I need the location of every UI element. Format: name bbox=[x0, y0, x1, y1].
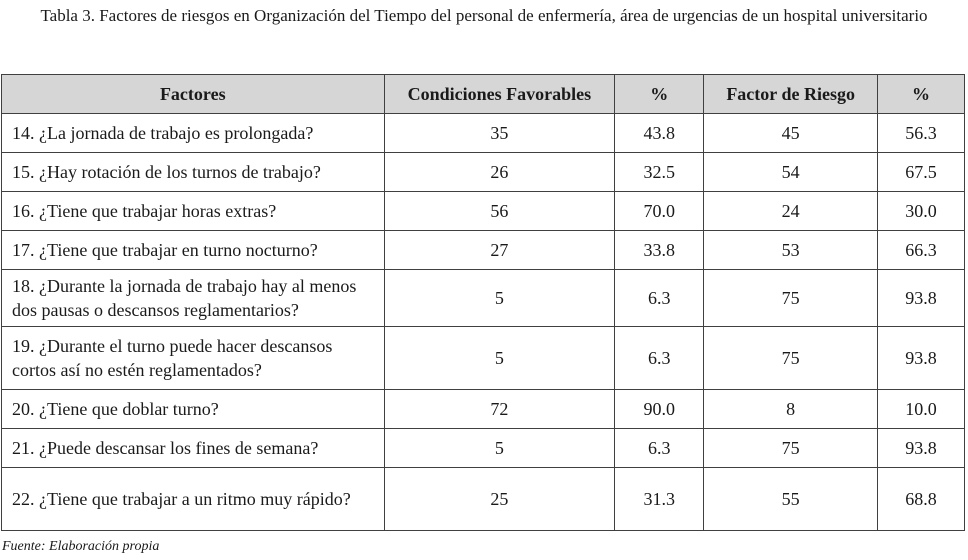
table-row bbox=[2, 153, 965, 192]
favorables-percent-cell: 33.8 bbox=[615, 231, 704, 270]
favorables-percent-cell: 6.3 bbox=[615, 327, 704, 390]
factor-cell: 20. ¿Tiene que doblar turno? bbox=[2, 390, 385, 429]
riesgo-percent-cell: 93.8 bbox=[878, 327, 965, 390]
table-row bbox=[2, 429, 965, 468]
favorables-percent-cell: 43.8 bbox=[615, 114, 704, 153]
header-percent-riesgo: % bbox=[878, 75, 965, 114]
favorables-percent-cell: 90.0 bbox=[615, 390, 704, 429]
table-row bbox=[2, 468, 965, 531]
favorables-cell: 5 bbox=[384, 270, 615, 327]
riesgo-percent-cell: 10.0 bbox=[878, 390, 965, 429]
factor-cell: 16. ¿Tiene que trabajar horas extras? bbox=[2, 192, 385, 231]
factor-cell: 22. ¿Tiene que trabajar a un ritmo muy rápido? bbox=[2, 468, 385, 531]
factor-cell: 19. ¿Durante el turno puede hacer descansos cortos así no estén reglamentados? bbox=[2, 327, 385, 390]
favorables-cell: 27 bbox=[384, 231, 615, 270]
riesgo-cell: 75 bbox=[704, 429, 878, 468]
riesgo-percent-cell: 67.5 bbox=[878, 153, 965, 192]
favorables-percent-cell: 31.3 bbox=[615, 468, 704, 531]
header-factor-de-riesgo: Factor de Riesgo bbox=[704, 75, 878, 114]
riesgo-cell: 8 bbox=[704, 390, 878, 429]
table-row bbox=[2, 192, 965, 231]
favorables-cell: 5 bbox=[384, 327, 615, 390]
factor-cell: 21. ¿Puede descansar los fines de semana? bbox=[2, 429, 385, 468]
riesgo-percent-cell: 68.8 bbox=[878, 468, 965, 531]
riesgo-cell: 53 bbox=[704, 231, 878, 270]
favorables-percent-cell: 6.3 bbox=[615, 429, 704, 468]
riesgo-cell: 24 bbox=[704, 192, 878, 231]
table-row bbox=[2, 231, 965, 270]
riesgo-cell: 45 bbox=[704, 114, 878, 153]
risk-factors-table bbox=[1, 74, 965, 531]
riesgo-cell: 54 bbox=[704, 153, 878, 192]
favorables-cell: 72 bbox=[384, 390, 615, 429]
riesgo-cell: 75 bbox=[704, 270, 878, 327]
table-row bbox=[2, 270, 965, 327]
table-row bbox=[2, 390, 965, 429]
riesgo-percent-cell: 93.8 bbox=[878, 270, 965, 327]
factor-cell: 18. ¿Durante la jornada de trabajo hay al menos dos pausas o descansos reglamentarios? bbox=[2, 270, 385, 327]
favorables-cell: 26 bbox=[384, 153, 615, 192]
favorables-cell: 25 bbox=[384, 468, 615, 531]
table-row bbox=[2, 114, 965, 153]
header-percent-favorables: % bbox=[615, 75, 704, 114]
riesgo-percent-cell: 56.3 bbox=[878, 114, 965, 153]
factor-cell: 15. ¿Hay rotación de los turnos de trabajo? bbox=[2, 153, 385, 192]
favorables-percent-cell: 6.3 bbox=[615, 270, 704, 327]
favorables-cell: 56 bbox=[384, 192, 615, 231]
header-condiciones-favorables: Condiciones Favorables bbox=[384, 75, 615, 114]
riesgo-percent-cell: 30.0 bbox=[878, 192, 965, 231]
favorables-cell: 35 bbox=[384, 114, 615, 153]
riesgo-percent-cell: 66.3 bbox=[878, 231, 965, 270]
favorables-percent-cell: 32.5 bbox=[615, 153, 704, 192]
table-caption: Tabla 3. Factores de riesgos en Organización del Tiempo del personal de enfermería, área de urgencias de un hospital universitario bbox=[40, 6, 928, 25]
favorables-cell: 5 bbox=[384, 429, 615, 468]
source-note: Fuente: Elaboración propia bbox=[2, 539, 160, 554]
header-row bbox=[2, 75, 965, 114]
riesgo-cell: 75 bbox=[704, 327, 878, 390]
table-row bbox=[2, 327, 965, 390]
riesgo-cell: 55 bbox=[704, 468, 878, 531]
favorables-percent-cell: 70.0 bbox=[615, 192, 704, 231]
factor-cell: 14. ¿La jornada de trabajo es prolongada? bbox=[2, 114, 385, 153]
header-factores: Factores bbox=[2, 75, 385, 114]
riesgo-percent-cell: 93.8 bbox=[878, 429, 965, 468]
factor-cell: 17. ¿Tiene que trabajar en turno nocturno? bbox=[2, 231, 385, 270]
